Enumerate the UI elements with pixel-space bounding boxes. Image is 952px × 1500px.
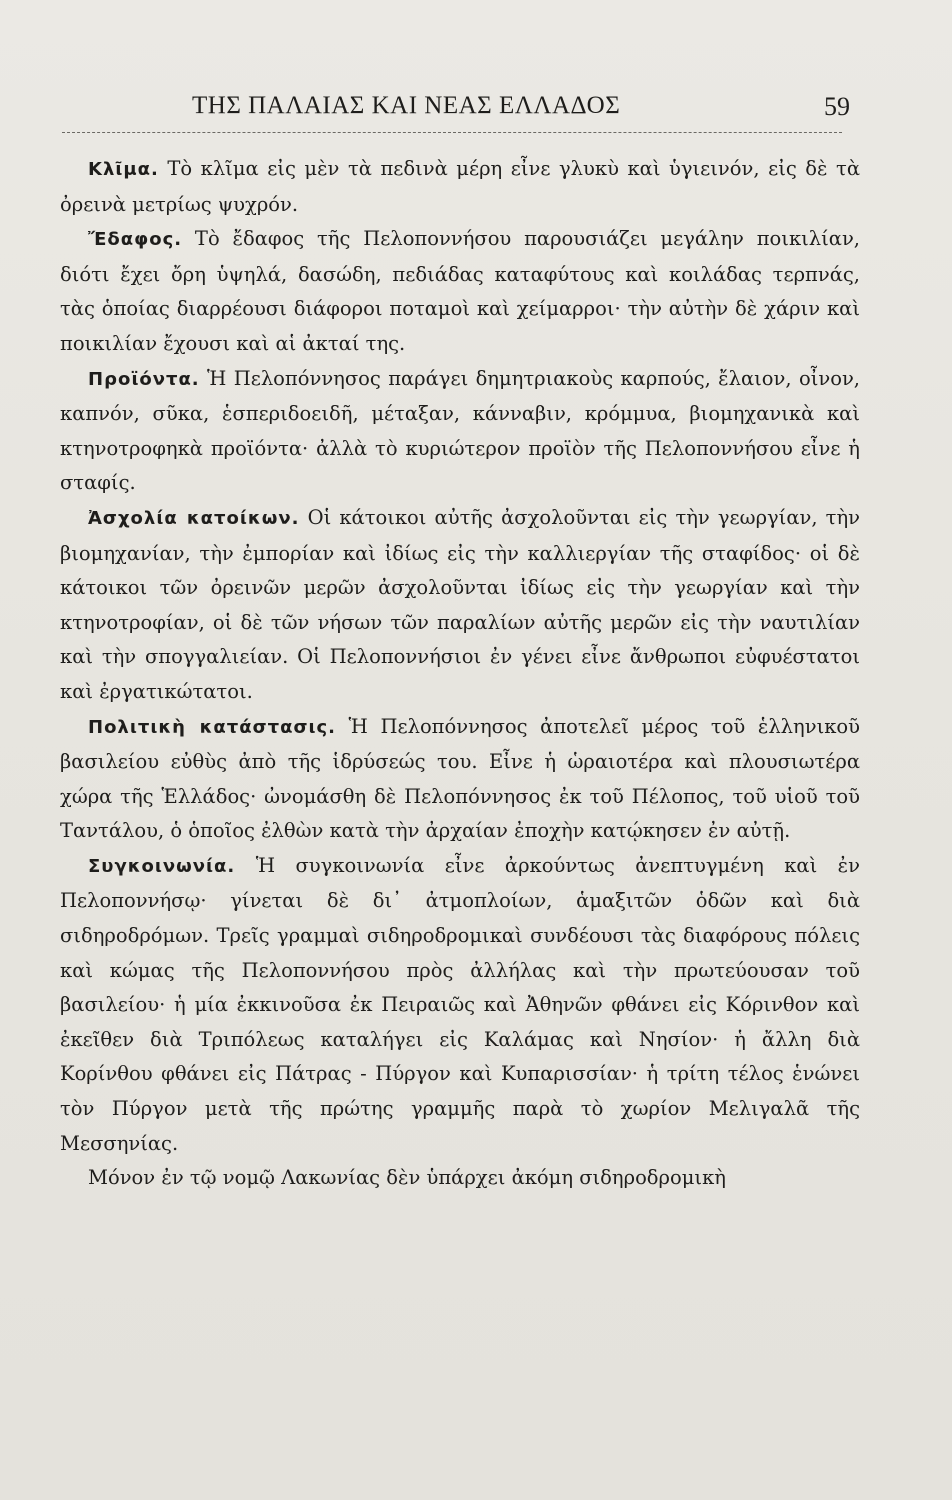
paragraph-communication [60,849,860,1161]
heading-political: Πολιτικὴ κατάστασις. [88,716,336,738]
paragraph-continued [60,1161,860,1197]
text-communication: Ἡ συγκοινωνία εἶνε ἀρκούντως ἀνεπτυγμένη καὶ ἐν Πελοποννήσῳ· γίνεται δὲ δι᾽ ἀτμοπλοίων, ἁμαξιτῶν ὁδῶν καὶ διὰ σιδηροδρόμων. Τρεῖς γραμμαὶ σιδηροδρομικαὶ συνδέουσι τὰς διαφόρους πόλεις καὶ κώμας τῆς Πελοποννήσου πρὸς ἀλλήλας καὶ τὴν πρωτεύουσαν τοῦ βασιλείου· ἡ μία ἐκκινοῦσα ἐκ Πειραιῶς καὶ Ἀθηνῶν φθάνει εἰς Κόρινθον καὶ ἐκεῖθεν διὰ Τριπόλεως καταλήγει εἰς Καλάμας καὶ Νησίον· ἡ ἄλλη διὰ Κορίνθου φθάνει εἰς Πάτρας - Πύργον καὶ Κυπαρισσίαν· ἡ τρίτη τέλος ἑνώνει τὸν Πύργον μετὰ τῆς πρώτης γραμμῆς παρὰ τὸ χωρίον Μελιγαλᾶ τῆς Μεσσηνίας. [60,853,860,1155]
text-occupation: Οἱ κάτοικοι αὐτῆς ἀσχολοῦνται εἰς τὴν γεωργίαν, τὴν βιομηχανίαν, τὴν ἐμπορίαν καὶ ἰδίως εἰς τὴν καλλιεργίαν τῆς σταφίδος· οἱ δὲ κάτοικοι τῶν ὀρεινῶν μερῶν ἀσχολοῦνται ἰδίως εἰς τὴν γεωργίαν καὶ τὴν κτηνοτροφίαν, οἱ δὲ τῶν νήσων τῶν παραλίων αὐτῆς μερῶν εἰς τὴν ναυτιλίαν καὶ τὴν σπογγαλιείαν. Οἱ Πελοποννήσιοι ἐν γένει εἶνε ἄνθρωποι εὐφυέστατοι καὶ ἐργατικώτατοι. [60,505,860,703]
header-rule [62,132,842,133]
text-political: Ἡ Πελοπόννησος ἀποτελεῖ μέρος τοῦ ἑλληνικοῦ βασιλείου εὐθὺς ἀπὸ τῆς ἱδρύσεώς του. Εἶνε ἡ ὡραιοτέρα καὶ πλουσιωτέρα χώρα τῆς Ἑλλάδος· ὠνομάσθη δὲ Πελοπόννησος ἐκ τοῦ Πέλοπος, τοῦ υἱοῦ τοῦ Ταντάλου, ὁ ὁποῖος ἐλθὼν κατὰ τὴν ἀρχαίαν ἐποχὴν κατῴκησεν ἐν αὐτῇ. [60,714,860,843]
running-title: ΤΗΣ ΠΑΛΑΙΑΣ ΚΑΙ ΝΕΑΣ ΕΛΛΑΔΟΣ [192,92,621,119]
heading-climate: Κλῖμα. [88,159,159,180]
heading-occupation: Ἀσχολία κατοίκων. [88,507,300,529]
paragraph-climate [60,152,860,222]
page-header [60,92,850,132]
body-text [60,152,860,1197]
paragraph-products [60,362,860,501]
text-continued: Μόνον ἐν τῷ νομῷ Λακωνίας δὲν ὑπάρχει ἀκόμη σιδηροδρομικὴ [88,1166,726,1190]
text-climate: Τὸ κλῖμα εἰς μὲν τὰ πεδινὰ μέρη εἶνε γλυκὺ καὶ ὑγιεινόν, εἰς δὲ τὰ ὀρεινὰ μετρίως ψυχρόν. [60,157,860,216]
heading-terrain: Ἔδαφος. [88,229,183,251]
text-products: Ἡ Πελοπόννησος παράγει δημητριακοὺς καρπούς, ἔλαιον, οἶνον, καπνόν, σῦκα, ἑσπεριδοειδῆ, μέταξαν, κάνναβιν, κρόμμυα, βιομηχανικὰ καὶ κτηνοτροφηκὰ προϊόντα· ἀλλὰ τὸ κυριώτερον προϊὸν τῆς Πελοποννήσου εἶνε ἡ σταφίς. [60,366,860,495]
text-terrain: Τὸ ἔδαφος τῆς Πελοποννήσου παρουσιάζει μεγάλην ποικιλίαν, διότι ἔχει ὄρη ὑψηλά, δασώδη, πεδιάδας καταφύτους καὶ κοιλάδας τερπνάς, τὰς ὁποίας διαρρέουσι διάφοροι ποταμοὶ καὶ χείμαρροι· τὴν αὐτὴν δὲ χάριν καὶ ποικιλίαν ἔχουσι καὶ αἱ ἀκταί της. [60,227,860,355]
page-number: 59 [824,92,850,121]
heading-communication: Συγκοινωνία. [88,855,236,877]
heading-products: Προϊόντα. [88,368,200,390]
paragraph-terrain [60,222,860,361]
paragraph-occupation [60,501,860,710]
paragraph-political [60,710,860,849]
